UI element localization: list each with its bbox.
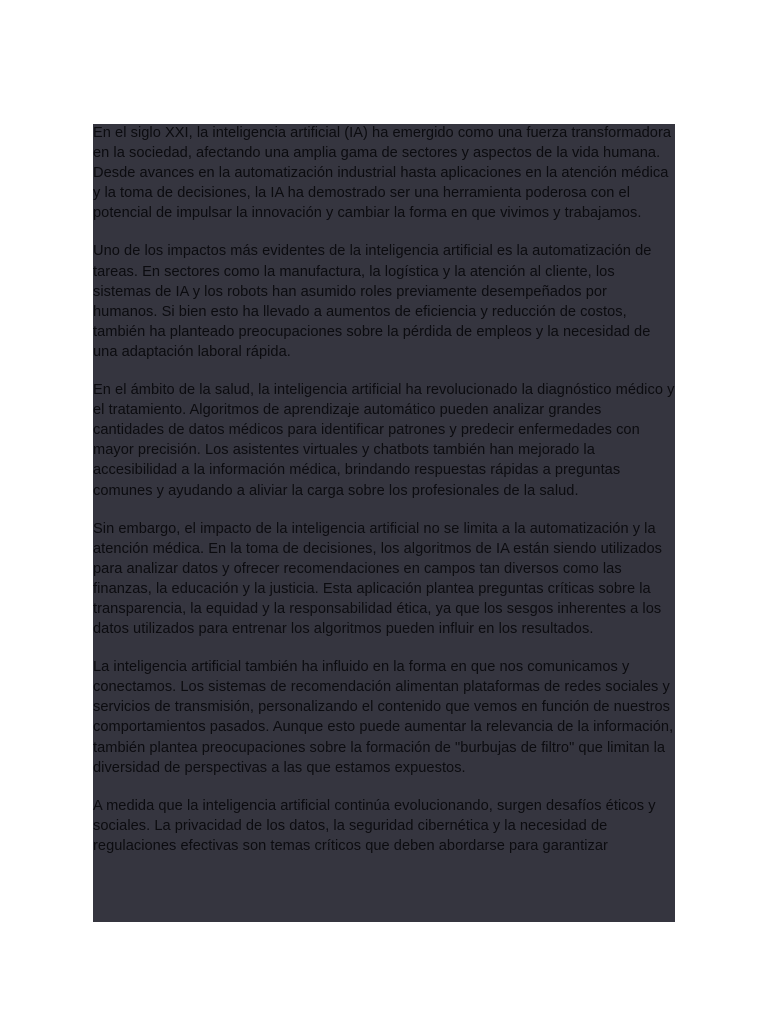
paragraph-3: En el ámbito de la salud, la inteligencia artificial ha revolucionado la diagnóstico médico y el tratamiento. Algoritmos de aprendizaje automático pueden analizar grandes cantidades de datos médicos para identificar patrones y predecir enfermedades con mayor precisión. Los asistentes virtuales y chatbots también han mejorado la accesibilidad a la información médica, brindando respuestas rápidas a preguntas comunes y ayudando a aliviar la carga sobre los profesionales de la salud.: [93, 382, 675, 499]
paragraph-1: En el siglo XXI, la inteligencia artificial (IA) ha emergido como una fuerza transformadora en la sociedad, afectando una amplia gama de sectores y aspectos de la vida humana. Desde avances en la automatización industrial hasta aplicaciones en la atención médica y la toma de decisiones, la IA ha demostrado ser una herramienta poderosa con el potencial de impulsar la innovación y cambiar la forma en que vivimos y trabajamos.: [93, 125, 672, 222]
paragraph-6: A medida que la inteligencia artificial continúa evolucionando, surgen desafíos éticos y sociales. La privacidad de los datos, la seguridad cibernética y la necesidad de regulaciones efectivas son temas críticos que deben abordarse para garantizar: [93, 797, 656, 854]
paragraph-2: Uno de los impactos más evidentes de la inteligencia artificial es la automatización de tareas. En sectores como la manufactura, la logística y la atención al cliente, los sistemas de IA y los robots han asumido roles previamente desempeñados por humanos. Si bien esto ha llevado a aumentos de eficiencia y reducción de costos, también ha planteado preocupaciones sobre la pérdida de empleos y la necesidad de una adaptación laboral rápida.: [93, 243, 652, 360]
paragraph-5: La inteligencia artificial también ha influido en la forma en que nos comunicamos y conectamos. Los sistemas de recomendación alimentan plataformas de redes sociales y servicios de transmisión, personalizando el contenido que vemos en función de nuestros comportamientos pasados. Aunque esto puede aumentar la relevancia de la información, también plantea preocupaciones sobre la formación de "burbujas de filtro" que limitan la diversidad de perspectivas a las que estamos expuestos.: [93, 659, 674, 776]
text-block: [93, 124, 675, 922]
paragraph-4: Sin embargo, el impacto de la inteligencia artificial no se limita a la automatización y la atención médica. En la toma de decisiones, los algoritmos de IA están siendo utilizados para analizar datos y ofrecer recomendaciones en campos tan diversos como las finanzas, la educación y la justicia. Esta aplicación plantea preguntas críticas sobre la transparencia, la equidad y la responsabilidad ética, ya que los sesgos inherentes a los datos utilizados para entrenar los algoritmos pueden influir en los resultados.: [93, 520, 662, 638]
